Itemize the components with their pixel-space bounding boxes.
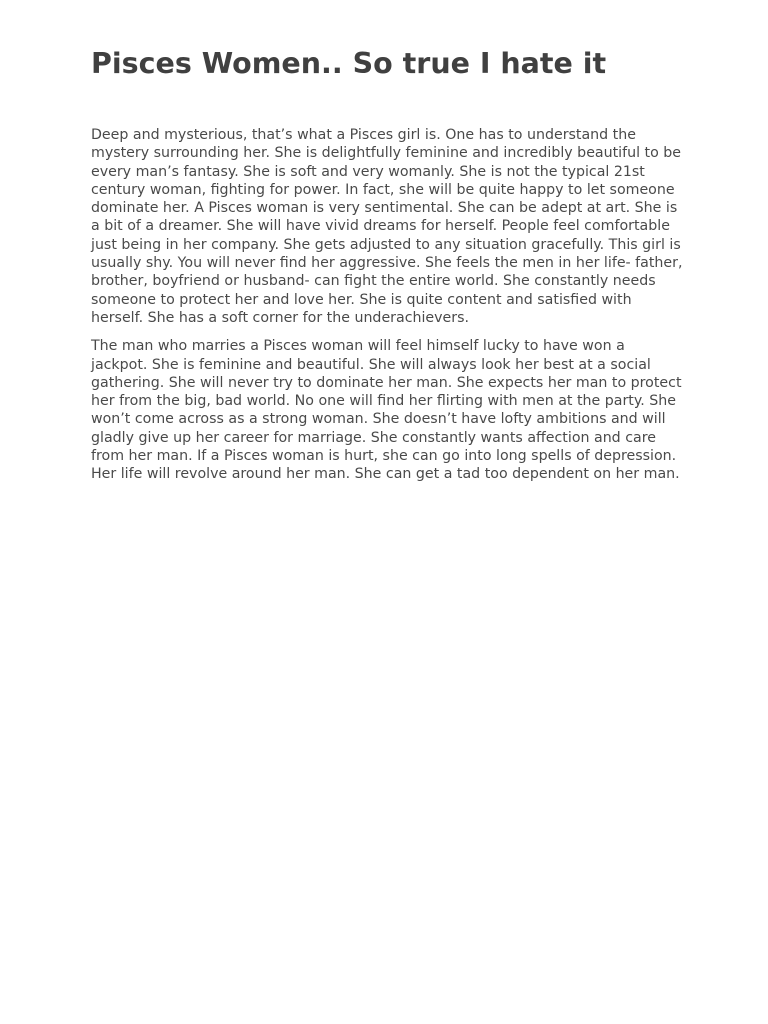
paragraph-2: The man who marries a Pisces woman will feel himself lucky to have won a jackpot. She is feminine and beautiful. She will always look her best at a social gathering. She will never try to dominate her man. She expects her man to protect her from the big, bad world. No one will find her flirting with men at the party. She won’t come across as a strong woman. She doesn’t have lofty ambitions and will gladly give up her career for marriage. She constantly wants affection and care from her man. If a Pisces woman is hurt, she can go into long spells of depression. Her life will revolve around her man. She can get a tad too dependent on her man. — [91, 338, 682, 483]
paragraph-1: Deep and mysterious, that’s what a Pisces girl is. One has to understand the mystery surrounding her. She is delightfully feminine and incredibly beautiful to be every man’s fantasy. She is soft and very womanly. She is not the typical 21st century woman, fighting for power. In fact, she will be quite happy to let someone dominate her. A Pisces woman is very sentimental. She can be adept at art. She is a bit of a dreamer. She will have vivid dreams for herself. People feel comfortable just being in her company. She gets adjusted to any situation gracefully. This girl is usually shy. You will never find her aggressive. She feels the men in her life- father, brother, boyfriend or husband- can fight the entire world. She constantly needs someone to protect her and love her. She is quite content and satisfied with herself. She has a soft corner for the underachievers. — [91, 127, 683, 326]
document-title: Pisces Women.. So true I hate it — [91, 47, 607, 80]
document-body — [91, 126, 683, 494]
